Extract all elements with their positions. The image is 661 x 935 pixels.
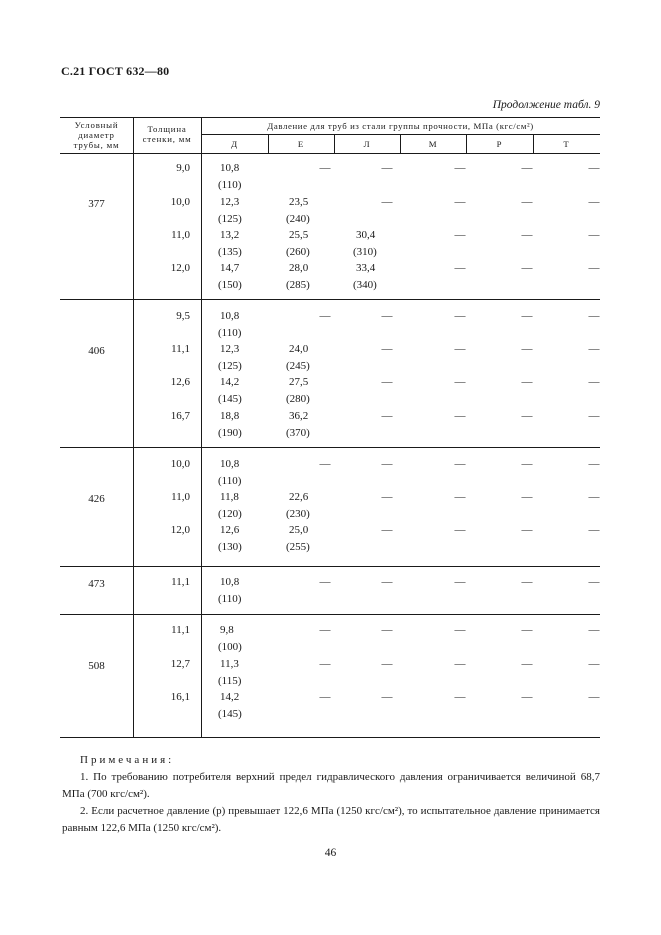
pressure-value: — bbox=[319, 576, 331, 588]
notes bbox=[62, 752, 600, 837]
pressure-group-header: Давление для труб из стали группы прочности, МПа (кгс/см²) bbox=[267, 121, 534, 131]
pressure-value: — bbox=[454, 524, 466, 536]
header-line: диаметр bbox=[78, 130, 115, 140]
pressure-value: — bbox=[381, 343, 393, 355]
pressure-kgf-value: (125) bbox=[218, 360, 242, 372]
thickness-cell: 12,0 bbox=[170, 524, 190, 536]
pressure-table bbox=[60, 117, 600, 737]
pressure-value: 11,3 bbox=[220, 658, 239, 670]
pressure-kgf-value: (145) bbox=[218, 393, 242, 405]
group-header-cell: Л bbox=[363, 139, 371, 149]
pressure-kgf-value: (100) bbox=[218, 641, 242, 653]
pressure-value: — bbox=[454, 310, 466, 322]
block-separator bbox=[60, 614, 600, 615]
pressure-kgf-value: (230) bbox=[286, 508, 310, 520]
pressure-value: 30,4 bbox=[356, 229, 376, 241]
pressure-value: — bbox=[588, 343, 600, 355]
pressure-value: — bbox=[319, 658, 331, 670]
group-header-cell: М bbox=[428, 139, 438, 149]
header-line: Условный bbox=[74, 120, 119, 130]
pressure-kgf-value: (245) bbox=[286, 360, 310, 372]
pressure-value: 10,8 bbox=[220, 576, 240, 588]
pressure-value: — bbox=[454, 658, 466, 670]
pressure-kgf-value: (310) bbox=[353, 246, 377, 258]
pressure-kgf-value: (130) bbox=[218, 541, 242, 553]
thickness-cell: 12,7 bbox=[170, 658, 190, 670]
pressure-value: — bbox=[319, 162, 331, 174]
pressure-value: — bbox=[521, 229, 533, 241]
pressure-value: — bbox=[381, 624, 393, 636]
pressure-value: — bbox=[588, 576, 600, 588]
pressure-value: — bbox=[521, 376, 533, 388]
pressure-value: 10,8 bbox=[220, 458, 240, 470]
pressure-kgf-value: (260) bbox=[286, 246, 310, 258]
pressure-value: — bbox=[381, 376, 393, 388]
pressure-kgf-value: (280) bbox=[286, 393, 310, 405]
header-line: Толщина bbox=[147, 124, 187, 134]
pressure-kgf-value: (110) bbox=[218, 475, 242, 487]
diameter-cell: 426 bbox=[88, 493, 105, 505]
pressure-value: — bbox=[521, 162, 533, 174]
pressure-value: — bbox=[454, 624, 466, 636]
pressure-value: — bbox=[454, 162, 466, 174]
pressure-value: 33,4 bbox=[356, 262, 376, 274]
thickness-cell: 12,6 bbox=[170, 376, 190, 388]
pressure-value: — bbox=[381, 458, 393, 470]
pressure-kgf-value: (110) bbox=[218, 593, 242, 605]
pressure-value: — bbox=[454, 576, 466, 588]
pressure-value: — bbox=[319, 691, 331, 703]
thickness-cell: 12,0 bbox=[170, 262, 190, 274]
pressure-kgf-value: (145) bbox=[218, 708, 242, 720]
pressure-value: — bbox=[588, 376, 600, 388]
page-number: 46 bbox=[324, 847, 337, 859]
pressure-kgf-value: (340) bbox=[353, 279, 377, 291]
pressure-kgf-value: (150) bbox=[218, 279, 242, 291]
diameter-cell: 406 bbox=[88, 345, 105, 357]
pressure-value: — bbox=[454, 229, 466, 241]
pressure-value: 14,2 bbox=[220, 376, 240, 388]
note-item: 2. Если расчетное давление (р) превышает 122,6 МПа (1250 кгс/см²), то испытательное давление принимается равным 122,6 МПа (1250 кгс/см²). bbox=[62, 805, 600, 834]
pressure-value: — bbox=[588, 310, 600, 322]
pressure-value: — bbox=[588, 524, 600, 536]
pressure-value: — bbox=[454, 376, 466, 388]
pressure-value: — bbox=[521, 491, 533, 503]
pressure-value: — bbox=[588, 162, 600, 174]
pressure-value: 11,8 bbox=[220, 491, 239, 503]
pressure-kgf-value: (255) bbox=[286, 541, 310, 553]
pressure-value: — bbox=[319, 624, 331, 636]
pressure-value: 22,6 bbox=[289, 491, 309, 503]
pressure-value: 13,2 bbox=[220, 229, 240, 241]
pressure-value: — bbox=[454, 691, 466, 703]
table-top-rule bbox=[60, 117, 600, 118]
group-header-cell: Т bbox=[563, 139, 570, 149]
pressure-value: 18,8 bbox=[220, 410, 240, 422]
group-header-cell: Д bbox=[231, 139, 238, 149]
pressure-value: — bbox=[381, 310, 393, 322]
thickness-cell: 11,0 bbox=[171, 229, 190, 241]
pressure-value: — bbox=[521, 691, 533, 703]
pressure-value: — bbox=[521, 458, 533, 470]
pressure-value: 25,0 bbox=[289, 524, 309, 536]
thickness-cell: 11,0 bbox=[171, 491, 190, 503]
column-divider bbox=[201, 117, 202, 737]
pressure-value: 12,3 bbox=[220, 196, 240, 208]
pressure-value: 28,0 bbox=[289, 262, 309, 274]
pressure-kgf-value: (115) bbox=[218, 675, 242, 687]
diameter-cell: 473 bbox=[88, 578, 105, 590]
pressure-value: — bbox=[588, 229, 600, 241]
thickness-cell: 16,1 bbox=[170, 691, 190, 703]
pressure-value: — bbox=[588, 410, 600, 422]
pressure-value: — bbox=[521, 576, 533, 588]
block-separator bbox=[60, 447, 600, 448]
pressure-value: — bbox=[521, 343, 533, 355]
pressure-value: — bbox=[588, 196, 600, 208]
header-line: стенки, мм bbox=[142, 134, 192, 144]
pressure-value: — bbox=[381, 576, 393, 588]
pressure-kgf-value: (285) bbox=[286, 279, 310, 291]
pressure-value: — bbox=[588, 624, 600, 636]
pressure-value: — bbox=[381, 491, 393, 503]
pressure-value: — bbox=[521, 658, 533, 670]
column-divider bbox=[133, 117, 134, 737]
pressure-value: — bbox=[319, 458, 331, 470]
pressure-value: — bbox=[381, 162, 393, 174]
thickness-cell: 9,5 bbox=[176, 310, 190, 322]
diameter-cell: 377 bbox=[88, 198, 105, 210]
pressure-value: 10,8 bbox=[220, 162, 240, 174]
pressure-value: — bbox=[381, 196, 393, 208]
pressure-value: — bbox=[521, 310, 533, 322]
thickness-cell: 10,0 bbox=[170, 196, 190, 208]
pressure-kgf-value: (240) bbox=[286, 213, 310, 225]
pressure-value: — bbox=[454, 262, 466, 274]
pressure-value: — bbox=[381, 524, 393, 536]
pressure-value: — bbox=[521, 624, 533, 636]
thickness-cell: 11,1 bbox=[171, 576, 190, 588]
diameter-column-header bbox=[60, 120, 133, 150]
pressure-value: — bbox=[588, 458, 600, 470]
pressure-kgf-value: (125) bbox=[218, 213, 242, 225]
group-header-cell: Р bbox=[496, 139, 503, 149]
thickness-cell: 11,1 bbox=[171, 343, 190, 355]
page-header: С.21 ГОСТ 632—80 bbox=[61, 64, 170, 78]
pressure-value: — bbox=[381, 410, 393, 422]
pressure-value: — bbox=[381, 658, 393, 670]
table-continuation-label: Продолжение табл. 9 bbox=[492, 99, 600, 111]
group-header-cell: Е bbox=[297, 139, 305, 149]
thickness-cell: 16,7 bbox=[170, 410, 190, 422]
pressure-value: 27,5 bbox=[289, 376, 309, 388]
pressure-kgf-value: (110) bbox=[218, 179, 242, 191]
pressure-value: — bbox=[521, 524, 533, 536]
pressure-value: — bbox=[454, 491, 466, 503]
pressure-value: 25,5 bbox=[289, 229, 309, 241]
pressure-value: — bbox=[588, 691, 600, 703]
thickness-column-header bbox=[133, 124, 201, 144]
header-bottom-rule bbox=[60, 153, 600, 154]
pressure-value: 36,2 bbox=[289, 410, 309, 422]
pressure-value: — bbox=[521, 196, 533, 208]
pressure-value: 9,8 bbox=[220, 624, 234, 636]
pressure-value: — bbox=[588, 262, 600, 274]
table-bottom-rule bbox=[60, 737, 600, 738]
pressure-value: — bbox=[319, 310, 331, 322]
pressure-value: — bbox=[588, 658, 600, 670]
pressure-value: 12,6 bbox=[220, 524, 240, 536]
pressure-value: — bbox=[454, 410, 466, 422]
pressure-value: — bbox=[381, 691, 393, 703]
pressure-value: 23,5 bbox=[289, 196, 309, 208]
notes-heading: Примечания: bbox=[80, 754, 175, 766]
thickness-cell: 11,1 bbox=[171, 624, 190, 636]
block-separator bbox=[60, 566, 600, 567]
pressure-kgf-value: (135) bbox=[218, 246, 242, 258]
thickness-cell: 9,0 bbox=[176, 162, 190, 174]
pressure-kgf-value: (370) bbox=[286, 427, 310, 439]
pressure-value: — bbox=[588, 491, 600, 503]
pressure-value: — bbox=[454, 196, 466, 208]
pressure-value: 14,2 bbox=[220, 691, 240, 703]
thickness-cell: 10,0 bbox=[170, 458, 190, 470]
pressure-value: — bbox=[521, 262, 533, 274]
block-separator bbox=[60, 299, 600, 300]
pressure-value: 12,3 bbox=[220, 343, 240, 355]
pressure-value: — bbox=[521, 410, 533, 422]
pressure-value: — bbox=[454, 343, 466, 355]
header-line: трубы, мм bbox=[73, 140, 120, 150]
pressure-value: — bbox=[454, 458, 466, 470]
pressure-value: 10,8 bbox=[220, 310, 240, 322]
pressure-kgf-value: (110) bbox=[218, 327, 242, 339]
note-item: 1. По требованию потребителя верхний предел гидравлического давления ограничивается величиной 68,7 МПа (700 кгс/см²). bbox=[62, 771, 600, 800]
diameter-cell: 508 bbox=[88, 660, 105, 672]
pressure-value: 24,0 bbox=[289, 343, 309, 355]
pressure-kgf-value: (120) bbox=[218, 508, 242, 520]
pressure-value: 14,7 bbox=[220, 262, 240, 274]
pressure-kgf-value: (190) bbox=[218, 427, 242, 439]
